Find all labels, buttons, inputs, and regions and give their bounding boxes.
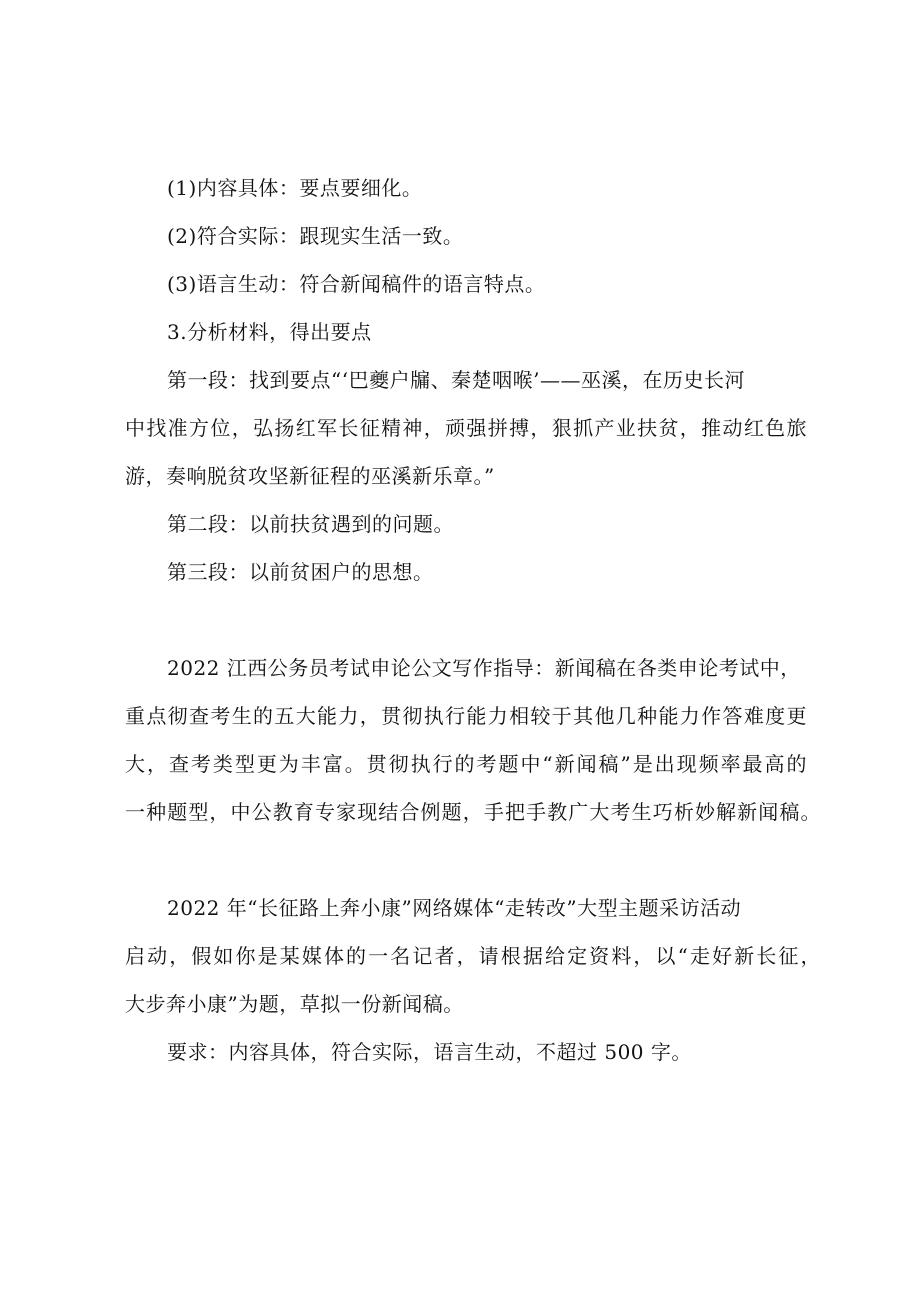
analysis-para1-line1: 第一段：找到要点“‘巴夔户牖、秦楚咽喉’——巫溪，在历史长河 xyxy=(167,368,745,392)
requirement-item-1: (1)内容具体：要点要细化。 xyxy=(167,176,423,200)
analysis-para1-line2: 中找准方位，弘扬红军长征精神，顽强拼搏，狠抓产业扶贫，推动红色旅 xyxy=(125,416,807,440)
requirement-item-3: (3)语言生动：符合新闻稿件的语言特点。 xyxy=(167,272,546,296)
question-requirement: 要求：内容具体，符合实际，语言生动，不超过 500 字。 xyxy=(167,1040,692,1064)
guide-line2: 重点彻查考生的五大能力，贯彻执行能力相较于其他几种能力作答难度更 xyxy=(125,704,807,728)
question-line2: 启动，假如你是某媒体的一名记者，请根据给定资料，以“走好新长征， xyxy=(125,944,821,968)
analysis-para1-line3: 游，奏响脱贫攻坚新征程的巫溪新乐章。” xyxy=(125,464,495,488)
section-heading: 3.分析材料，得出要点 xyxy=(167,320,372,344)
question-line3: 大步奔小康”为题，草拟一份新闻稿。 xyxy=(125,992,464,1016)
guide-line3: 大，查考类型更为丰富。贯彻执行的考题中“新闻稿”是出现频率最高的 xyxy=(125,752,807,776)
analysis-para2: 第二段：以前扶贫遇到的问题。 xyxy=(167,512,454,536)
analysis-para3: 第三段：以前贫困户的思想。 xyxy=(167,560,434,584)
question-line1: 2022 年“长征路上奔小康”网络媒体“走转改”大型主题采访活动 xyxy=(167,896,742,920)
guide-line4: 一种题型，中公教育专家现结合例题，手把手教广大考生巧析妙解新闻稿。 xyxy=(125,800,821,824)
guide-line1: 2022 江西公务员考试申论公文写作指导：新闻稿在各类申论考试中， xyxy=(167,656,801,680)
requirement-item-2: (2)符合实际：跟现实生活一致。 xyxy=(167,224,464,248)
